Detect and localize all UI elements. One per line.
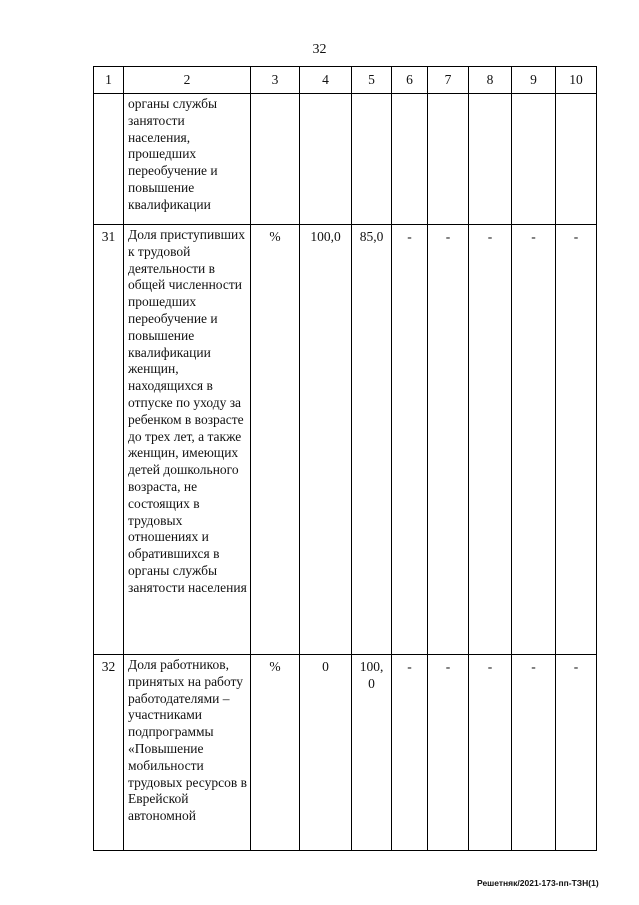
header-cell: 5 <box>352 67 392 94</box>
indicator-name: Доля работников, принятых на работу работодателями – участниками подпрограммы «Повышение мобильности трудовых ресурсов в Еврейской автономной <box>124 655 251 851</box>
value-cell-4 <box>300 94 352 225</box>
value-cell-7: - <box>428 225 469 655</box>
value-cell-5 <box>352 94 392 225</box>
indicator-name: органы службы занятости населения, прошедших переобучение и повышение квалификации <box>124 94 251 225</box>
unit-cell: % <box>251 655 300 851</box>
value-cell-4: 100,0 <box>300 225 352 655</box>
unit-cell: % <box>251 225 300 655</box>
value-cell-9: - <box>512 225 556 655</box>
header-cell: 2 <box>124 67 251 94</box>
value-cell-9 <box>512 94 556 225</box>
table-header-row <box>94 67 597 94</box>
page-number: 32 <box>312 42 327 57</box>
header-cell: 9 <box>512 67 556 94</box>
header-cell: 7 <box>428 67 469 94</box>
header-cell: 4 <box>300 67 352 94</box>
value-cell-10: - <box>556 655 597 851</box>
value-cell-6: - <box>392 225 428 655</box>
indicator-name: Доля приступивших к трудовой деятельности в общей численности прошедших переобучение и повышение квалификации женщин, находящихся в отпуске по уходу за ребенком в возрасте до трех лет, а также женщин, имеющих детей дошкольного возраста, не состоящих в трудовых отношениях и обратившихся в органы службы занятости населения <box>124 225 251 655</box>
value-cell-8: - <box>469 655 512 851</box>
value-cell-10 <box>556 94 597 225</box>
value-cell-10: - <box>556 225 597 655</box>
value-cell-6 <box>392 94 428 225</box>
value-cell-8: - <box>469 225 512 655</box>
header-cell: 3 <box>251 67 300 94</box>
document-footer-code: Решетняк/2021-173-пп-ТЗН(1) <box>477 878 599 888</box>
header-cell: 10 <box>556 67 597 94</box>
value-cell-5: 100, 0 <box>352 655 392 851</box>
unit-cell <box>251 94 300 225</box>
value-cell-6: - <box>392 655 428 851</box>
header-cell: 6 <box>392 67 428 94</box>
table-row <box>94 655 597 851</box>
value-cell-9: - <box>512 655 556 851</box>
header-cell: 8 <box>469 67 512 94</box>
value-cell-8 <box>469 94 512 225</box>
indicators-table <box>93 66 597 851</box>
value-cell-7: - <box>428 655 469 851</box>
table-row <box>94 225 597 655</box>
row-number: 31 <box>94 225 124 655</box>
header-cell: 1 <box>94 67 124 94</box>
row-number <box>94 94 124 225</box>
row-number: 32 <box>94 655 124 851</box>
value-cell-5: 85,0 <box>352 225 392 655</box>
table-row <box>94 94 597 225</box>
value-cell-7 <box>428 94 469 225</box>
value-cell-4: 0 <box>300 655 352 851</box>
